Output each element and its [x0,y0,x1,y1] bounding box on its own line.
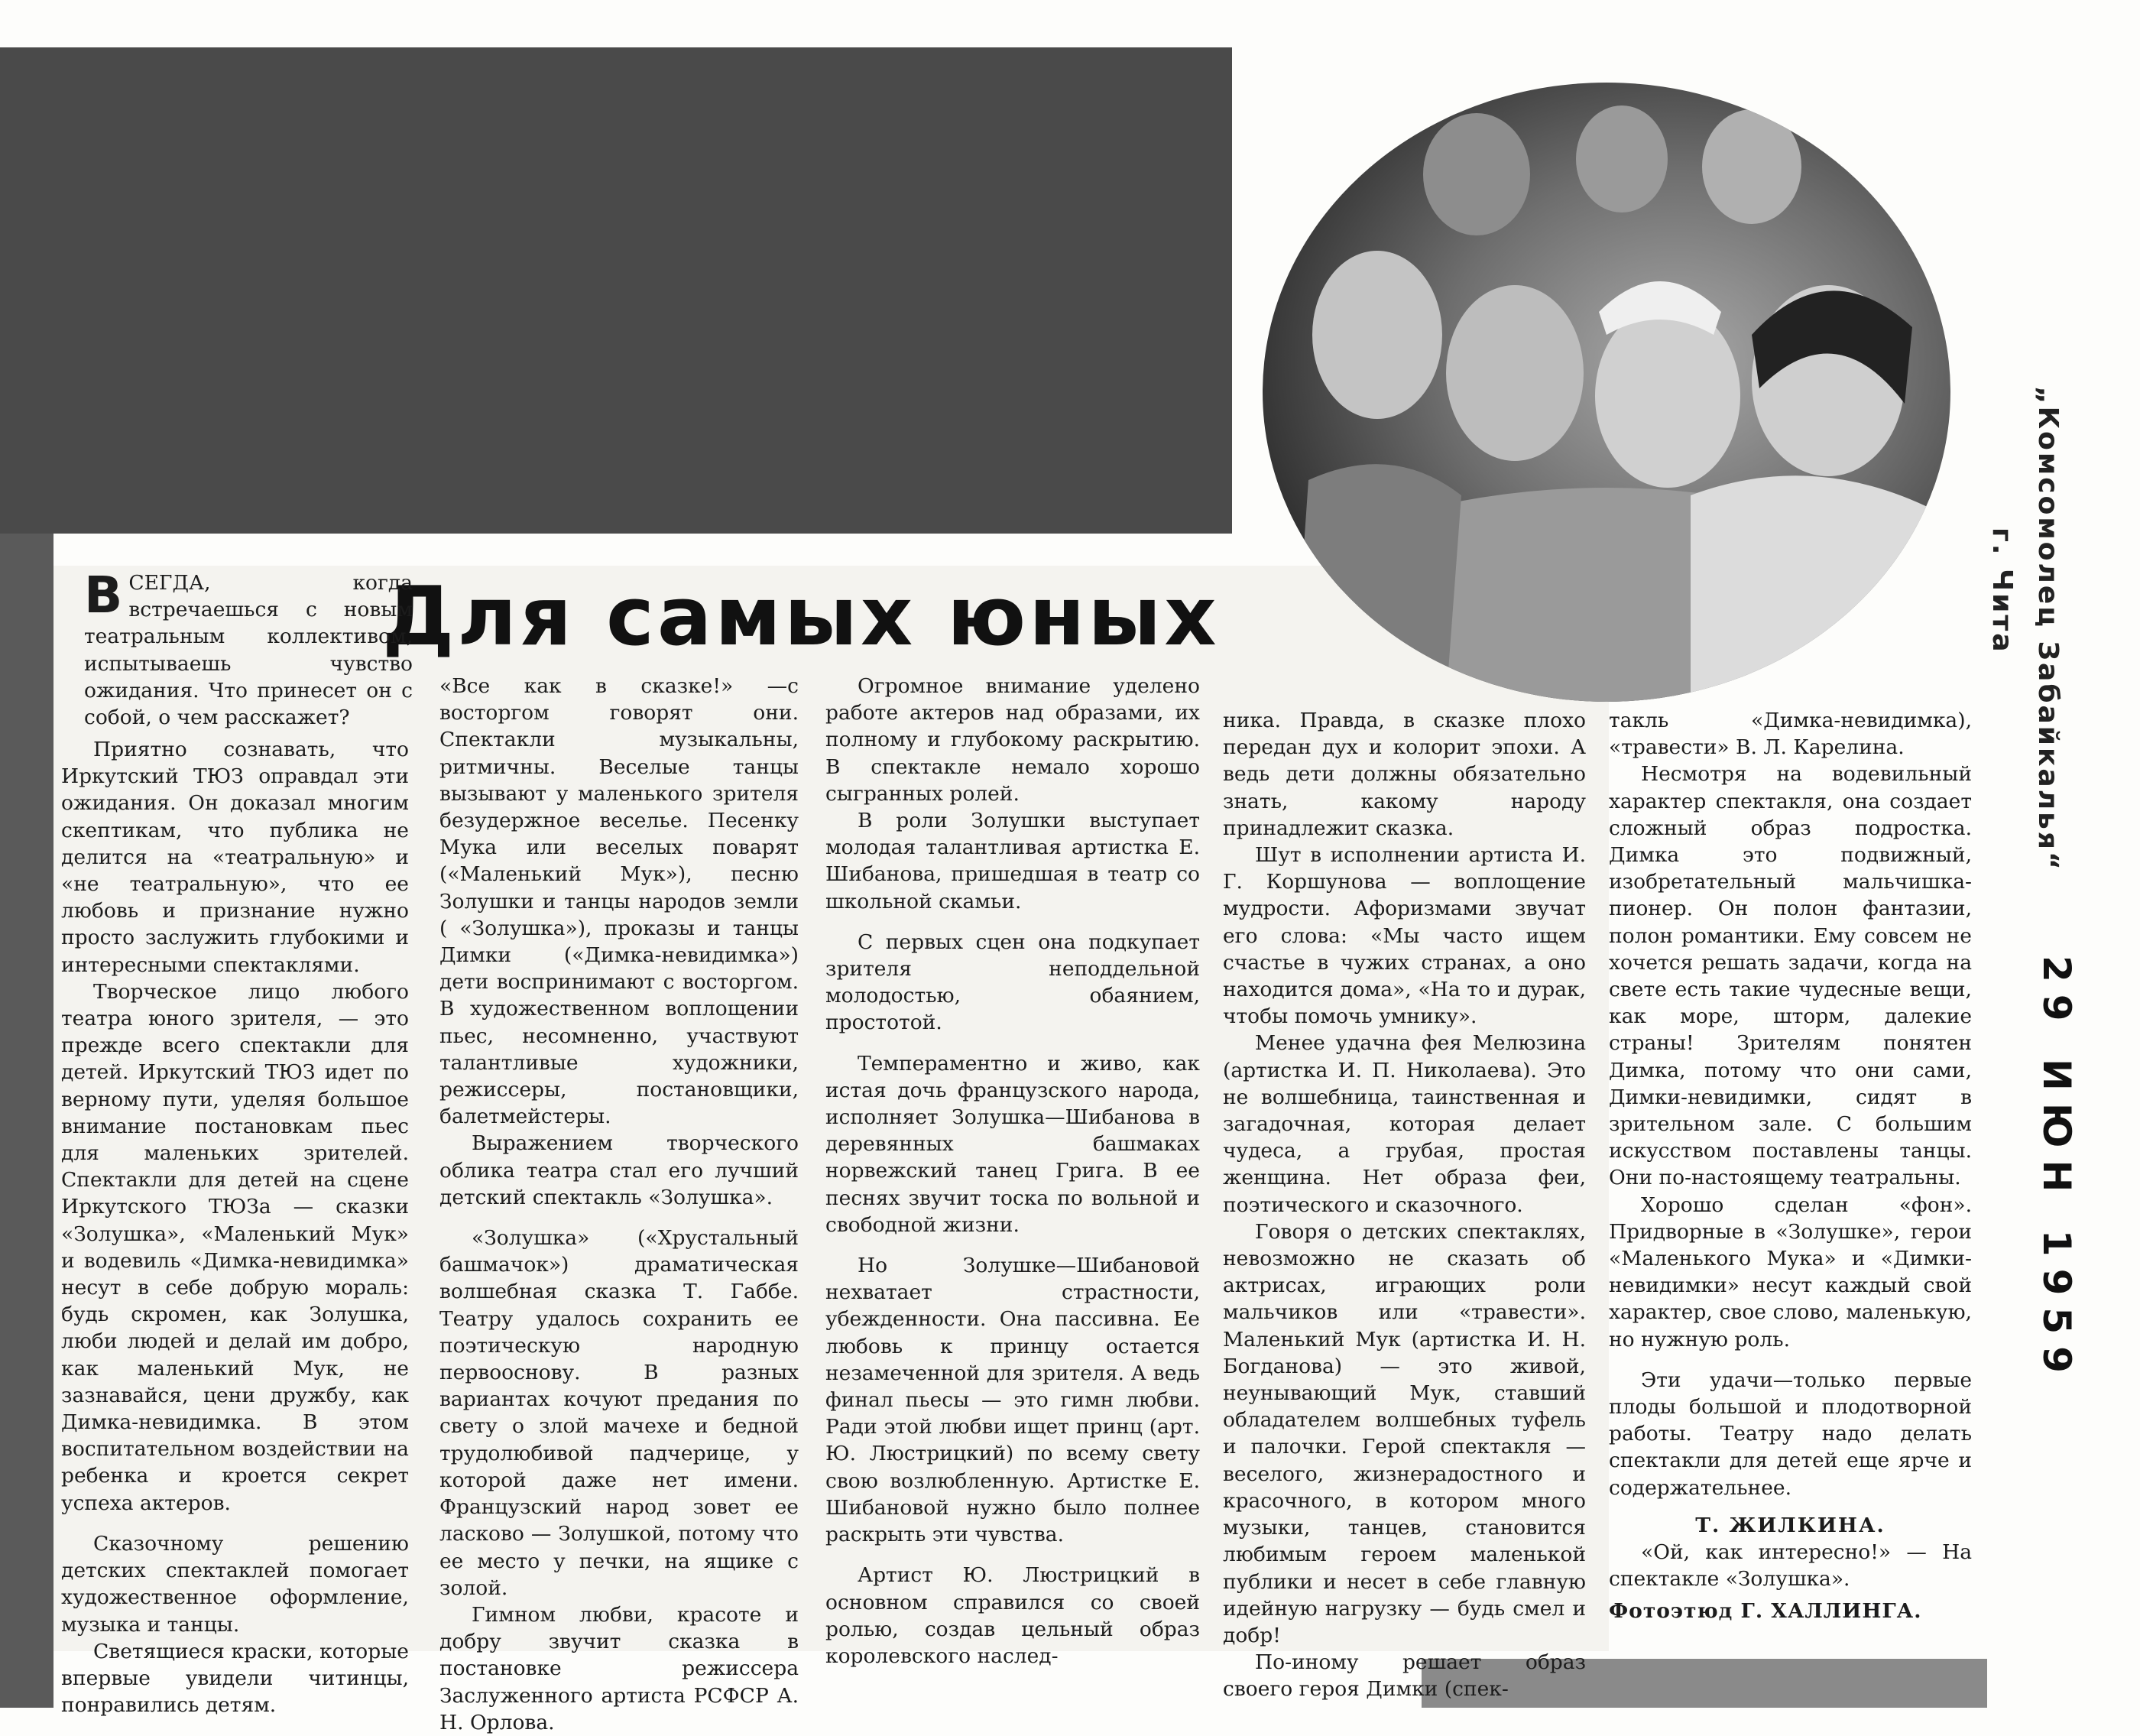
dark-margin-strip [0,534,54,1708]
paragraph: По-иному решает образ своего героя Димки (спек- [1223,1650,1586,1702]
paragraph: В роли Золушки выступает молодая талантливая артистка Е. Шибанова, пришедшая в театр со школьной скамьи. [825,809,1200,913]
date-stamp: 29 ИЮН 1959 [2035,956,2079,1385]
paragraph: Светящиеся краски, которые впервые увидели читинцы, понравились детям. [61,1639,409,1718]
paragraph: такль «Димка-невидимка), «травести» В. Л. Карелина. [1609,709,1972,760]
children-photo [1263,83,1950,702]
paragraph: «Все как в сказке!» —с восторгом говорят они. Спектакли музыкальны, ритмичны. Веселые танцы вызывают у маленького зрителя безудержное веселье. Песенку Мука или веселых поварят («Маленький Мук»), песню Золушки и танцы народов земли ( «Золушка»), проказы и танцы Димки («Димка-невидимка») дети воспринимают с восторгом. В художественном воплощении пьес, несомненно, участвуют талантливые художники, режиссеры, постановщики, балетмейстеры. [439,674,799,1129]
paragraph: ника. Правда, в сказке плохо передан дух и колорит эпохи. А ведь дети должны обязательно знать, какому народу принадлежит сказка. [1223,709,1586,840]
paragraph: Артист Ю. Люстрицкий в основном справился со своей ролью, создав цельный образ королевского наслед- [825,1563,1200,1668]
masthead-newspaper: „Комсомолец Забайкалья“ [2032,386,2064,872]
drop-cap: В [84,566,123,625]
paragraph: Приятно сознавать, что Иркутский ТЮЗ оправдал эти ожидания. Он доказал многим скептикам, что публика не делится на «театральную» и «не театральную», что ее любовь и признание нужно просто заслужить глубокими и интересными спектаклями. [61,738,409,977]
paragraph: «Золушка» («Хрустальный башмачок») драматическая волшебная сказка Т. Габбе. Театру удалось сохранить ее поэтическую народную первооснову. В разных вариантах кочуют предания по свету о злой мачехе и бедной трудолюбивой падчерице, у которой даже нет имени. Французский народ зовет ее ласково — Золушкой, потому что ее место у печки, на ящике с золой. [439,1226,799,1600]
paragraph: Несмотря на водевильный характер спектакля, она создает сложный образ подростка. Димка это подвижный, изобретательный мальчишка-пионер. Он полон фантазии, полон романтики. Ему совсем не хочется решать задачи, когда на свете есть такие чудесные вещи, как море, шторм, далекие страны! Зрителям понятен Димка, потому что они сами, Димки-невидимки, сидят в зрительном зале. С большим искусством поставлены танцы. Они по-настоящему театральны. [1609,762,1972,1190]
column-2 [439,673,799,1736]
paragraph: С первых сцен она подкупает зрителя неподдельной молодостью, обаянием, простотой. [825,930,1200,1035]
column-4 [1223,707,1586,1703]
column-1 [61,736,409,1718]
author-signature: Т. ЖИЛКИНА. [1695,1513,1885,1537]
intro-paragraph [84,566,413,731]
paragraph: Выражением творческого облика театра стал его лучший детский спектакль «Золушка». [439,1131,799,1209]
paragraph: Сказочному решению детских спектаклей помогает художественное оформление, музыка и танцы. [61,1531,409,1637]
paragraph: Эти удачи—только первые плоды большой и плодотворной работы. Театру надо делать спектакли для детей еще ярче и содержательнее. [1609,1368,1972,1500]
paragraph: Творческое лицо любого театра юного зрителя, — это прежде всего спектакли для детей. Иркутский ТЮЗ идет по верному пути, уделяя большое внимание постановкам пьес для маленьких зрителей. Спектакли для детей на сцене Иркутского ТЮЗа — сказки «Золушка», «Маленький Мук» и водевиль «Димка-невидимка» несут в себе добрую мораль: будь скромен, как Золушка, люби людей и делай им добро, как маленький Мук, не зазнавайся, цени дружбу, как Димка-невидимка. В этом воспитательном воздействии на ребенка и кроется секрет успеха актеров. [61,979,409,1515]
paragraph: Говоря о детских спектаклях, невозможно не сказать об актрисах, играющих роли мальчиков или «травести». Маленький Мук (артистка И. Н. Богданова) — это живой, неунывающий Мук, ставший обладателем волшебных туфель и палочки. Герой спектакля — веселого, жизнерадостного и красочного, в котором много музыки, танцев, становится любимым героем маленькой публики и несет в себе главную идейную нагрузку — будь смел и добр! [1223,1219,1586,1647]
paragraph: Темпераментно и живо, как истая дочь французского народа, исполняет Золушка—Шибанова в деревянных башмаках норвежский танец Грига. В ее песнях звучит тоска по вольной и свободной жизни. [825,1051,1200,1237]
masthead-city: г. Чита [1986,527,2018,654]
paragraph: Но Золушке—Шибановой нехватает страстности, убежденности. Она пассивна. Ее любовь к принцу остается незамеченной для зрителя. А ведь финал пьесы — это гимн любви. Ради этой любви ищет принц (арт. Ю. Люстрицкий) по всему свету свою возлюбленную. Артистке Е. Шибановой нужно было полнее раскрыть эти чувства. [825,1254,1200,1547]
children-photo-image [1263,83,1950,702]
headline: Для самых юных [382,569,1220,664]
paragraph: Шут в исполнении артиста И. Г. Коршунова — воплощение мудрости. Афоризмами звучат его слова: «Мы часто ищем счастье в чужих странах, а оно находится дома», «На то и дурак, чтобы помочь умнику». [1223,843,1586,1029]
paragraph: Гимном любви, красоте и добру звучит сказка в постановке режиссера Заслуженного артиста РСФСР А. Н. Орлова. [439,1602,799,1734]
photo-caption: «Ой, как интересно!» — На спектакле «Золушка». [1609,1540,1972,1592]
paragraph: Хорошо сделан «фон». Придворные в «Золушке», герои «Маленького Мука» и «Димки-невидимки» несут каждый свой характер, свое слово, маленькую, но нужную роль. [1609,1192,1972,1351]
column-5 [1609,707,1972,1624]
paragraph: Менее удачна фея Мелюзина (артистка И. П. Николаева). Это не волшебница, таинственная и загадочная, которая делает чудеса, а грубая, простая женщина. Нет образа феи, поэтического и сказочного. [1223,1031,1586,1217]
dark-photo-area [0,47,1232,534]
paragraph: Огромное внимание уделено работе актеров над образами, их полному и глубокому раскрытию. В спектакле немало хорошо сыгранных ролей. [825,674,1200,806]
photo-credit: Фотоэтюд Г. ХАЛЛИНГА. [1609,1598,1922,1623]
intro-text: СЕГДА, когда встречаешься с новым театральным коллективом, испытываешь чувство ожидания. Что принесет он с собой, о чем расскажет? [84,571,413,730]
column-3 [825,673,1200,1669]
